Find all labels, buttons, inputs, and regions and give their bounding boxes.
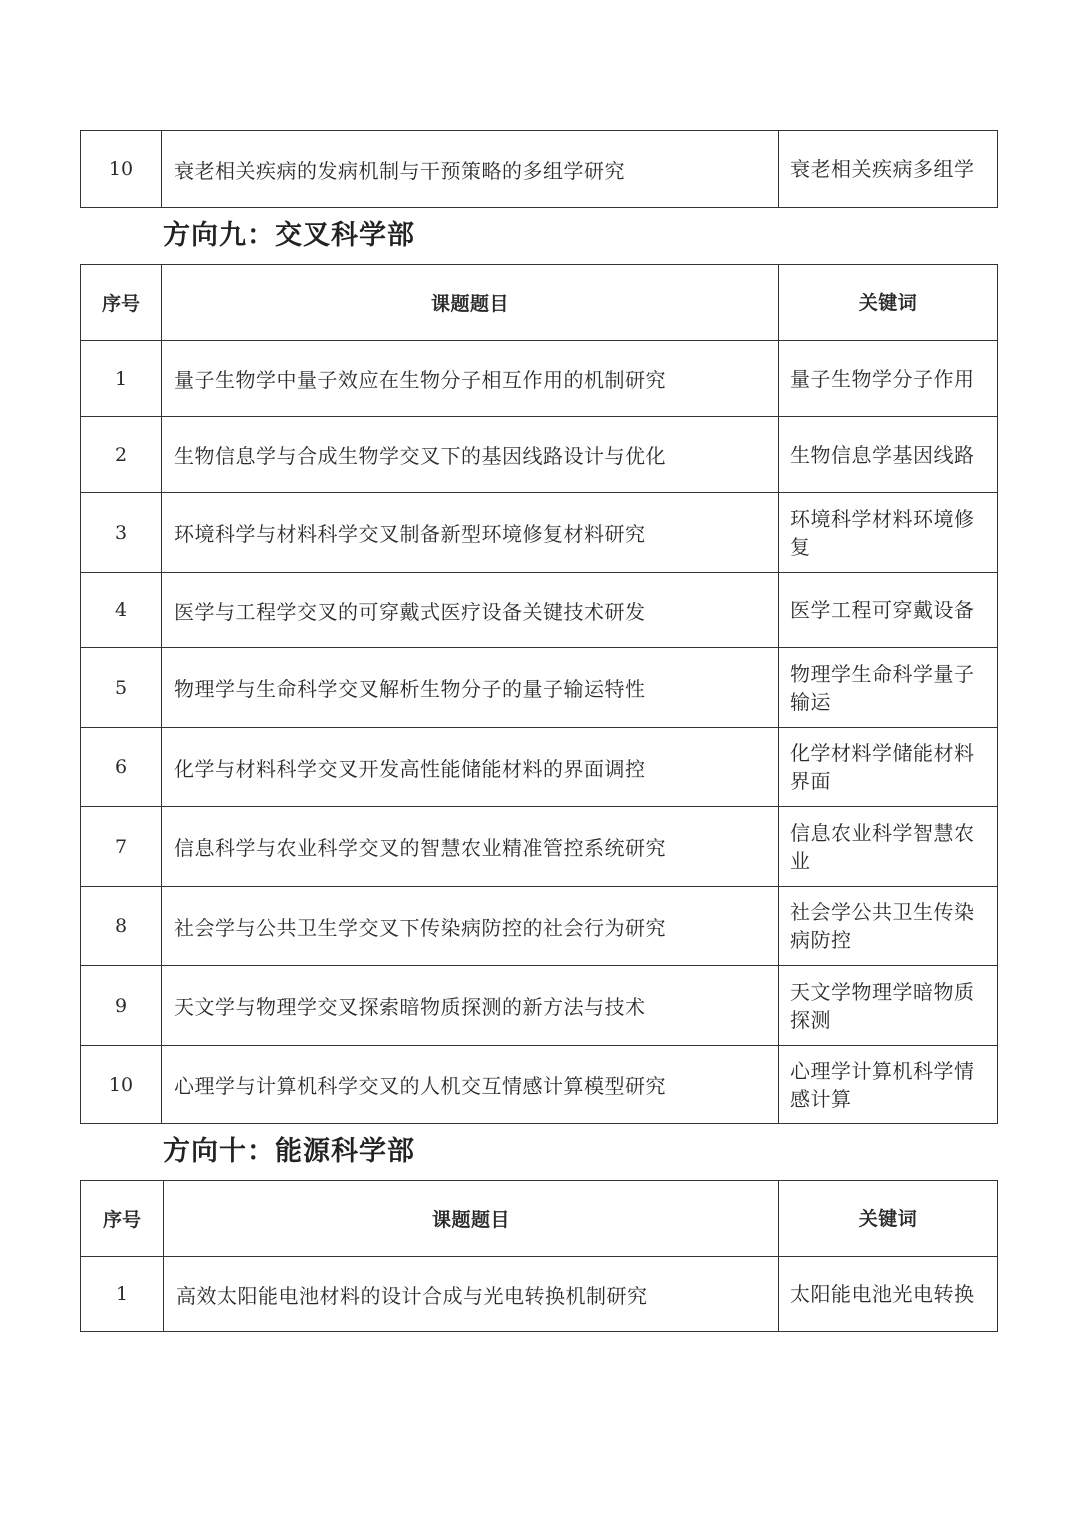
section9-heading: 方向九：交叉科学部 xyxy=(163,220,415,251)
row-number: 9 xyxy=(81,966,162,1046)
row-number: 4 xyxy=(81,573,162,648)
row-number: 10 xyxy=(81,131,162,208)
row-keywords: 信息农业科学智慧农业 xyxy=(779,807,998,887)
row-topic: 环境科学与材料科学交叉制备新型环境修复材料研究 xyxy=(162,493,779,573)
row-number: 3 xyxy=(81,493,162,573)
row-number: 10 xyxy=(81,1046,162,1124)
row-topic: 社会学与公共卫生学交叉下传染病防控的社会行为研究 xyxy=(162,887,779,966)
table-row xyxy=(81,728,998,807)
section10-table xyxy=(80,1180,998,1332)
table-row xyxy=(81,648,998,728)
row-keywords: 天文学物理学暗物质探测 xyxy=(779,966,998,1046)
table-row xyxy=(81,131,998,208)
row-number: 8 xyxy=(81,887,162,966)
row-topic: 量子生物学中量子效应在生物分子相互作用的机制研究 xyxy=(162,341,779,417)
row-topic: 高效太阳能电池材料的设计合成与光电转换机制研究 xyxy=(164,1257,779,1332)
continued-table xyxy=(80,130,998,208)
table-row xyxy=(81,966,998,1046)
row-topic: 医学与工程学交叉的可穿戴式医疗设备关键技术研发 xyxy=(162,573,779,648)
row-topic: 物理学与生命科学交叉解析生物分子的量子输运特性 xyxy=(162,648,779,728)
row-keywords: 环境科学材料环境修复 xyxy=(779,493,998,573)
header-keywords: 关键词 xyxy=(779,1181,998,1257)
row-number: 1 xyxy=(81,1257,164,1332)
row-keywords: 衰老相关疾病多组学 xyxy=(779,131,998,208)
table-row xyxy=(81,887,998,966)
header-number: 序号 xyxy=(81,1181,164,1257)
row-topic: 天文学与物理学交叉探索暗物质探测的新方法与技术 xyxy=(162,966,779,1046)
row-keywords: 生物信息学基因线路 xyxy=(779,417,998,493)
table-row xyxy=(81,573,998,648)
table-row xyxy=(81,1046,998,1124)
row-keywords: 社会学公共卫生传染病防控 xyxy=(779,887,998,966)
row-number: 1 xyxy=(81,341,162,417)
row-keywords: 医学工程可穿戴设备 xyxy=(779,573,998,648)
row-topic: 衰老相关疾病的发病机制与干预策略的多组学研究 xyxy=(162,131,779,208)
row-keywords: 化学材料学储能材料界面 xyxy=(779,728,998,807)
row-topic: 心理学与计算机科学交叉的人机交互情感计算模型研究 xyxy=(162,1046,779,1124)
row-keywords: 量子生物学分子作用 xyxy=(779,341,998,417)
header-topic: 课题题目 xyxy=(162,265,779,341)
row-number: 6 xyxy=(81,728,162,807)
row-number: 7 xyxy=(81,807,162,887)
header-topic: 课题题目 xyxy=(164,1181,779,1257)
table-row xyxy=(81,1257,998,1332)
table-row xyxy=(81,493,998,573)
header-number: 序号 xyxy=(81,265,162,341)
row-number: 2 xyxy=(81,417,162,493)
row-number: 5 xyxy=(81,648,162,728)
table-header-row xyxy=(81,265,998,341)
table-row xyxy=(81,807,998,887)
header-keywords: 关键词 xyxy=(779,265,998,341)
row-topic: 信息科学与农业科学交叉的智慧农业精准管控系统研究 xyxy=(162,807,779,887)
row-topic: 生物信息学与合成生物学交叉下的基因线路设计与优化 xyxy=(162,417,779,493)
row-topic: 化学与材料科学交叉开发高性能储能材料的界面调控 xyxy=(162,728,779,807)
row-keywords: 心理学计算机科学情感计算 xyxy=(779,1046,998,1124)
section9-table xyxy=(80,264,998,1124)
table-row xyxy=(81,341,998,417)
row-keywords: 太阳能电池光电转换 xyxy=(779,1257,998,1332)
row-keywords: 物理学生命科学量子输运 xyxy=(779,648,998,728)
table-header-row xyxy=(81,1181,998,1257)
section10-heading: 方向十：能源科学部 xyxy=(163,1136,415,1167)
table-row xyxy=(81,417,998,493)
